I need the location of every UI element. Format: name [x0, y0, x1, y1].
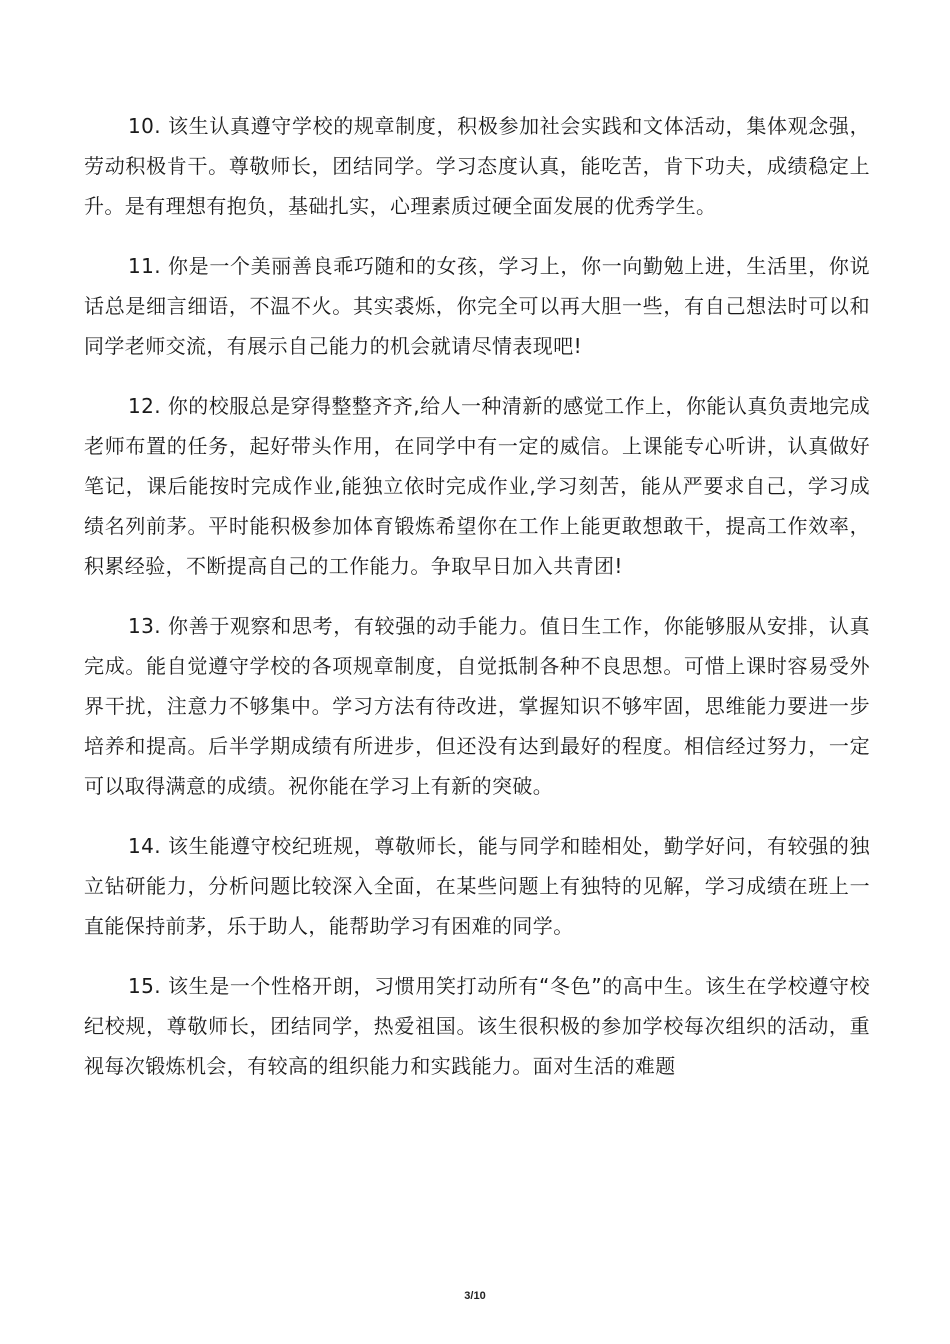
paragraph-14: 14. 该生能遵守校纪班规，尊敬师长，能与同学和睦相处，勤学好问，有较强的独立钻研能力，分析问题比较深入全面，在某些问题上有独特的见解，学习成绩在班上一直能保持前茅，乐于助人，能帮助学习有困难的同学。 [84, 834, 870, 938]
paragraph-15: 15. 该生是一个性格开朗，习惯用笑打动所有“冬色”的高中生。该生在学校遵守校纪校规，尊敬师长，团结同学，热爱祖国。该生很积极的参加学校每次组织的活动，重视每次锻炼机会，有较高的组织能力和实践能力。面对生活的难题 [84, 974, 870, 1078]
document-body [84, 106, 870, 1106]
paragraph-13: 13. 你善于观察和思考，有较强的动手能力。值日生工作，你能够服从安排，认真完成。能自觉遵守学校的各项规章制度，自觉抵制各种不良思想。可惜上课时容易受外界干扰，注意力不够集中。学习方法有待改进，掌握知识不够牢固，思维能力要进一步培养和提高。后半学期成绩有所进步，但还没有达到最好的程度。相信经过努力，一定可以取得满意的成绩。祝你能在学习上有新的突破。 [84, 614, 870, 798]
paragraph-11: 11. 你是一个美丽善良乖巧随和的女孩，学习上，你一向勤勉上进，生活里，你说话总是细言细语，不温不火。其实裘烁，你完全可以再大胆一些，有自己想法时可以和同学老师交流，有展示自己能力的机会就请尽情表现吧! [84, 254, 870, 358]
paragraph-10: 10. 该生认真遵守学校的规章制度，积极参加社会实践和文体活动，集体观念强，劳动积极肯干。尊敬师长，团结同学。学习态度认真，能吃苦，肯下功夫，成绩稳定上升。是有理想有抱负，基础扎实，心理素质过硬全面发展的优秀学生。 [84, 114, 870, 218]
page-number: 3/10 [464, 1290, 486, 1302]
paragraph-12: 12. 你的校服总是穿得整整齐齐,给人一种清新的感觉工作上，你能认真负责地完成老师布置的任务，起好带头作用，在同学中有一定的威信。上课能专心听讲，认真做好笔记，课后能按时完成作业,能独立依时完成作业,学习刻苦，能从严要求自己，学习成绩名列前茅。平时能积极参加体育锻炼希望你在工作上能更敢想敢干，提高工作效率，积累经验，不断提高自己的工作能力。争取早日加入共青团! [84, 394, 870, 578]
